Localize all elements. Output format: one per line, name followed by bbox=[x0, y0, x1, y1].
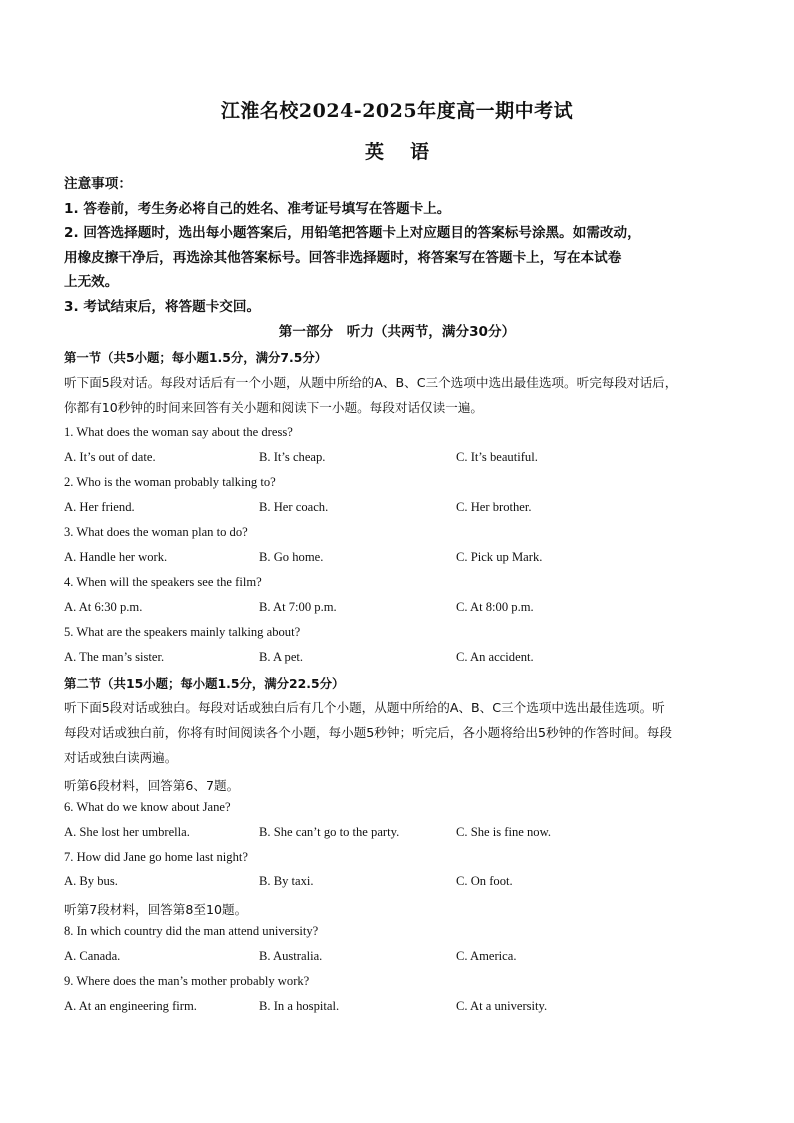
question-stem: 6. What do we know about Jane? bbox=[64, 800, 231, 814]
section1-instructions bbox=[64, 370, 736, 420]
option-b: B. Australia. bbox=[259, 949, 323, 963]
note-line: 上无效。 bbox=[64, 274, 119, 290]
option-a: A. Her friend. bbox=[64, 500, 135, 514]
option-b: B. Her coach. bbox=[259, 500, 329, 514]
question-stem: 4. When will the speakers see the film? bbox=[64, 575, 262, 589]
material-7-label: 听第7段材料，回答第8至10题。 bbox=[64, 902, 248, 917]
option-c: C. On foot. bbox=[456, 874, 513, 888]
option-a: A. Handle her work. bbox=[64, 550, 168, 564]
question-stem: 7. How did Jane go home last night? bbox=[64, 850, 248, 864]
option-c: C. Her brother. bbox=[456, 500, 532, 514]
question-stem: 3. What does the woman plan to do? bbox=[64, 525, 248, 539]
option-c: C. Pick up Mark. bbox=[456, 550, 543, 564]
section2-instructions bbox=[64, 695, 736, 770]
option-b: B. In a hospital. bbox=[259, 999, 340, 1013]
question-stem: 8. In which country did the man attend university? bbox=[64, 924, 319, 938]
instruction-line: 听下面5段对话。每段对话后有一个小题，从题中所给的A、B、C三个选项中选出最佳选项。听完每段对话后， bbox=[64, 375, 678, 390]
option-b: B. A pet. bbox=[259, 650, 304, 664]
notes-block bbox=[64, 172, 734, 319]
option-b: B. It’s cheap. bbox=[259, 450, 326, 464]
option-b: B. By taxi. bbox=[259, 874, 314, 888]
option-a: A. At 6:30 p.m. bbox=[64, 600, 143, 614]
instruction-line: 听下面5段对话或独白。每段对话或独白后有几个小题，从题中所给的A、B、C三个选项中选出最佳选项。听 bbox=[64, 700, 665, 715]
subject-title: 英语 bbox=[364, 141, 455, 163]
question-stem: 9. Where does the man’s mother probably work? bbox=[64, 974, 310, 988]
note-line: 用橡皮擦干净后，再选涂其他答案标号。回答非选择题时，将答案写在答题卡上，写在本试卷 bbox=[64, 249, 622, 266]
section2-heading: 第二节（共15小题；每小题1.5分，满分22.5分） bbox=[64, 676, 345, 691]
section1-heading: 第一节（共5小题；每小题1.5分，满分7.5分） bbox=[64, 350, 328, 365]
question-stem: 5. What are the speakers mainly talking about? bbox=[64, 625, 301, 639]
option-a: A. By bus. bbox=[64, 874, 118, 888]
option-a: A. It’s out of date. bbox=[64, 450, 156, 464]
option-b: B. She can’t go to the party. bbox=[259, 825, 400, 839]
note-line: 2. 回答选择题时，选出每小题答案后，用铅笔把答题卡上对应题目的答案标号涂黑。如需改动， bbox=[64, 225, 641, 241]
instruction-line: 你都有10秒钟的时间来回答有关小题和阅读下一小题。每段对话仅读一遍。 bbox=[64, 400, 484, 415]
material-6-label: 听第6段材料，回答第6、7题。 bbox=[64, 778, 240, 793]
option-c: C. At a university. bbox=[456, 999, 548, 1013]
exam-title: 江淮名校2024-2025年度高一期中考试 bbox=[220, 100, 574, 122]
option-a: A. The man’s sister. bbox=[64, 650, 165, 664]
option-c: C. She is fine now. bbox=[456, 825, 552, 839]
instruction-line: 每段对话或独白前，你将有时间阅读各个小题，每小题5秒钟；听完后，各小题将给出5秒钟的作答时间。每段 bbox=[64, 725, 672, 740]
note-line: 3. 考试结束后，将答题卡交回。 bbox=[64, 298, 261, 315]
option-c: C. It’s beautiful. bbox=[456, 450, 538, 464]
instruction-line: 对话或独白读两遍。 bbox=[64, 750, 178, 765]
option-b: B. At 7:00 p.m. bbox=[259, 600, 337, 614]
option-c: C. At 8:00 p.m. bbox=[456, 600, 534, 614]
option-c: C. America. bbox=[456, 949, 517, 963]
question-stem: 2. Who is the woman probably talking to? bbox=[64, 475, 276, 489]
option-c: C. An accident. bbox=[456, 650, 534, 664]
option-a: A. Canada. bbox=[64, 949, 121, 963]
question-stem: 1. What does the woman say about the dress? bbox=[64, 425, 293, 439]
note-line: 1. 答卷前，考生务必将自己的姓名、准考证号填写在答题卡上。 bbox=[64, 200, 451, 217]
notes-heading: 注意事项： bbox=[64, 176, 132, 192]
option-b: B. Go home. bbox=[259, 550, 324, 564]
option-a: A. At an engineering firm. bbox=[64, 999, 197, 1013]
option-a: A. She lost her umbrella. bbox=[64, 825, 190, 839]
part1-title: 第一部分 听力（共两节，满分30分） bbox=[278, 324, 516, 340]
